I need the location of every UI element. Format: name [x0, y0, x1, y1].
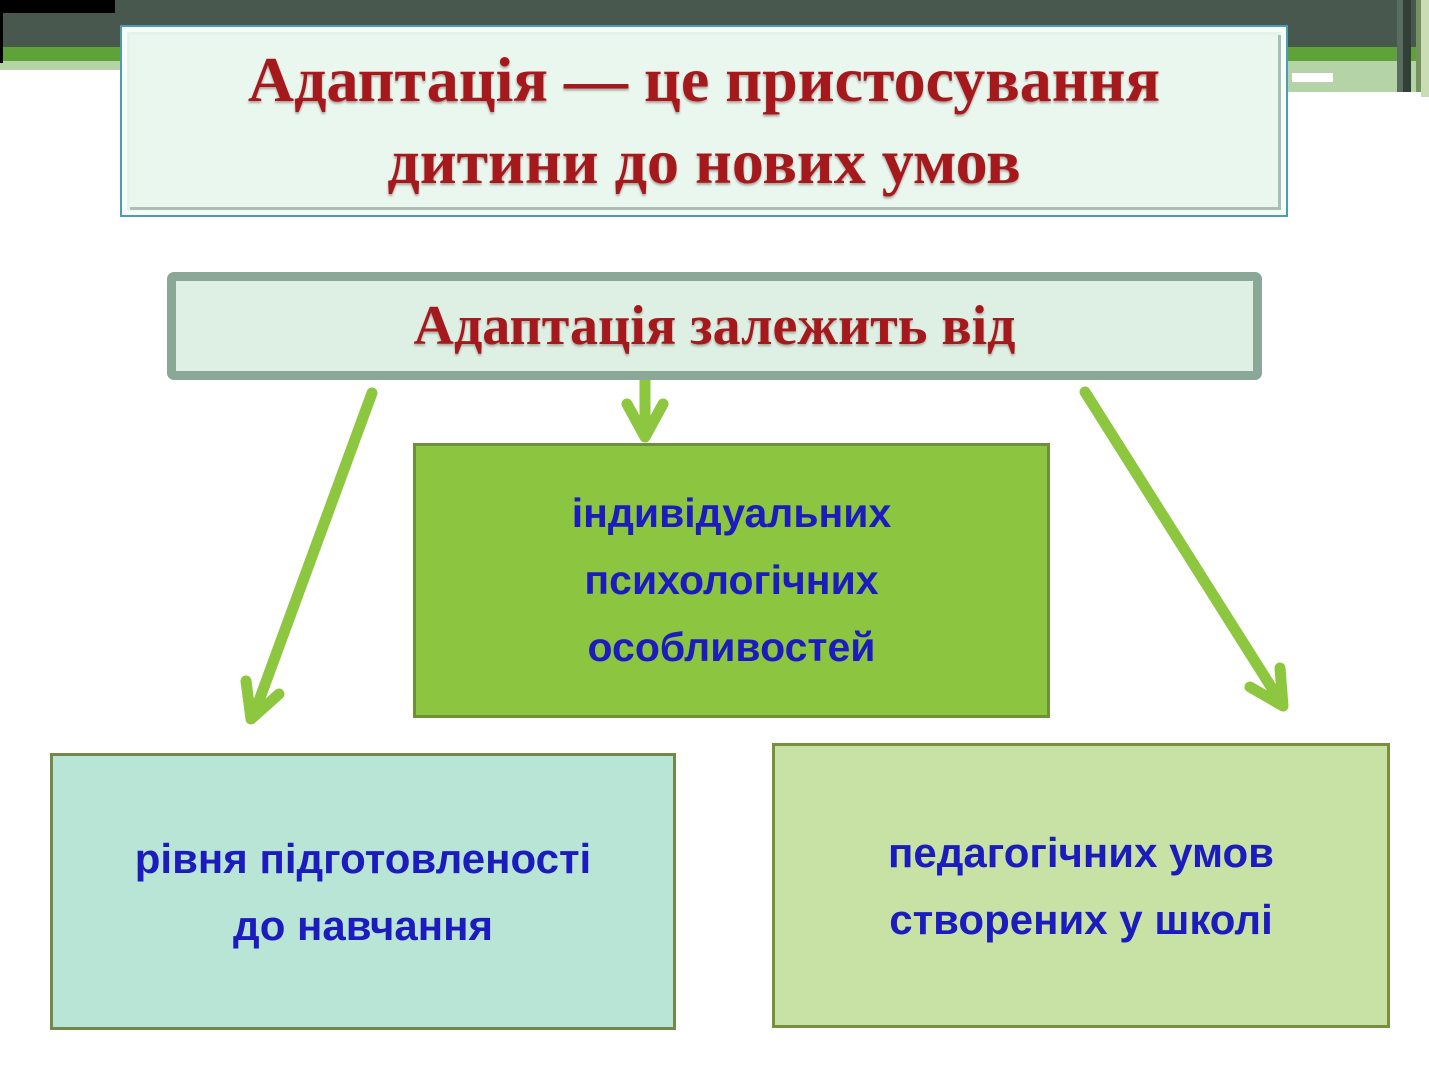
- decor-white-stripe: [1292, 73, 1333, 82]
- decor-black-edge: [0, 0, 3, 63]
- factor-line: до навчання: [233, 901, 493, 949]
- factor-line: рівня підготовленості: [134, 834, 592, 882]
- factor-box-individual-psychological: [413, 443, 1050, 718]
- factor-box-readiness-level: [50, 753, 676, 1030]
- decor-black-corner: [0, 0, 115, 13]
- title-line-2: дитини до нових умов: [387, 126, 1021, 197]
- factor-line: особливостей: [587, 624, 876, 670]
- dependency-box: [167, 272, 1262, 380]
- decor-vstripe: [1403, 0, 1411, 92]
- title-box: [120, 25, 1288, 217]
- title-line-1: Адаптація — це пристосування: [247, 44, 1161, 115]
- decor-vstripe: [1421, 0, 1429, 97]
- dependency-label: Адаптація залежить від: [413, 295, 1016, 357]
- factor-box-pedagogical-conditions: [772, 743, 1390, 1028]
- factor-line: педагогічних умов: [888, 828, 1274, 876]
- factor-line: створених у школі: [889, 895, 1273, 943]
- arrow-to-right-box: [1085, 392, 1283, 706]
- factor-line: психологічних: [584, 557, 879, 603]
- factor-line: індивідуальних: [571, 490, 892, 536]
- arrow-to-left-box: [246, 393, 372, 719]
- arrow-to-middle-box: [627, 370, 663, 437]
